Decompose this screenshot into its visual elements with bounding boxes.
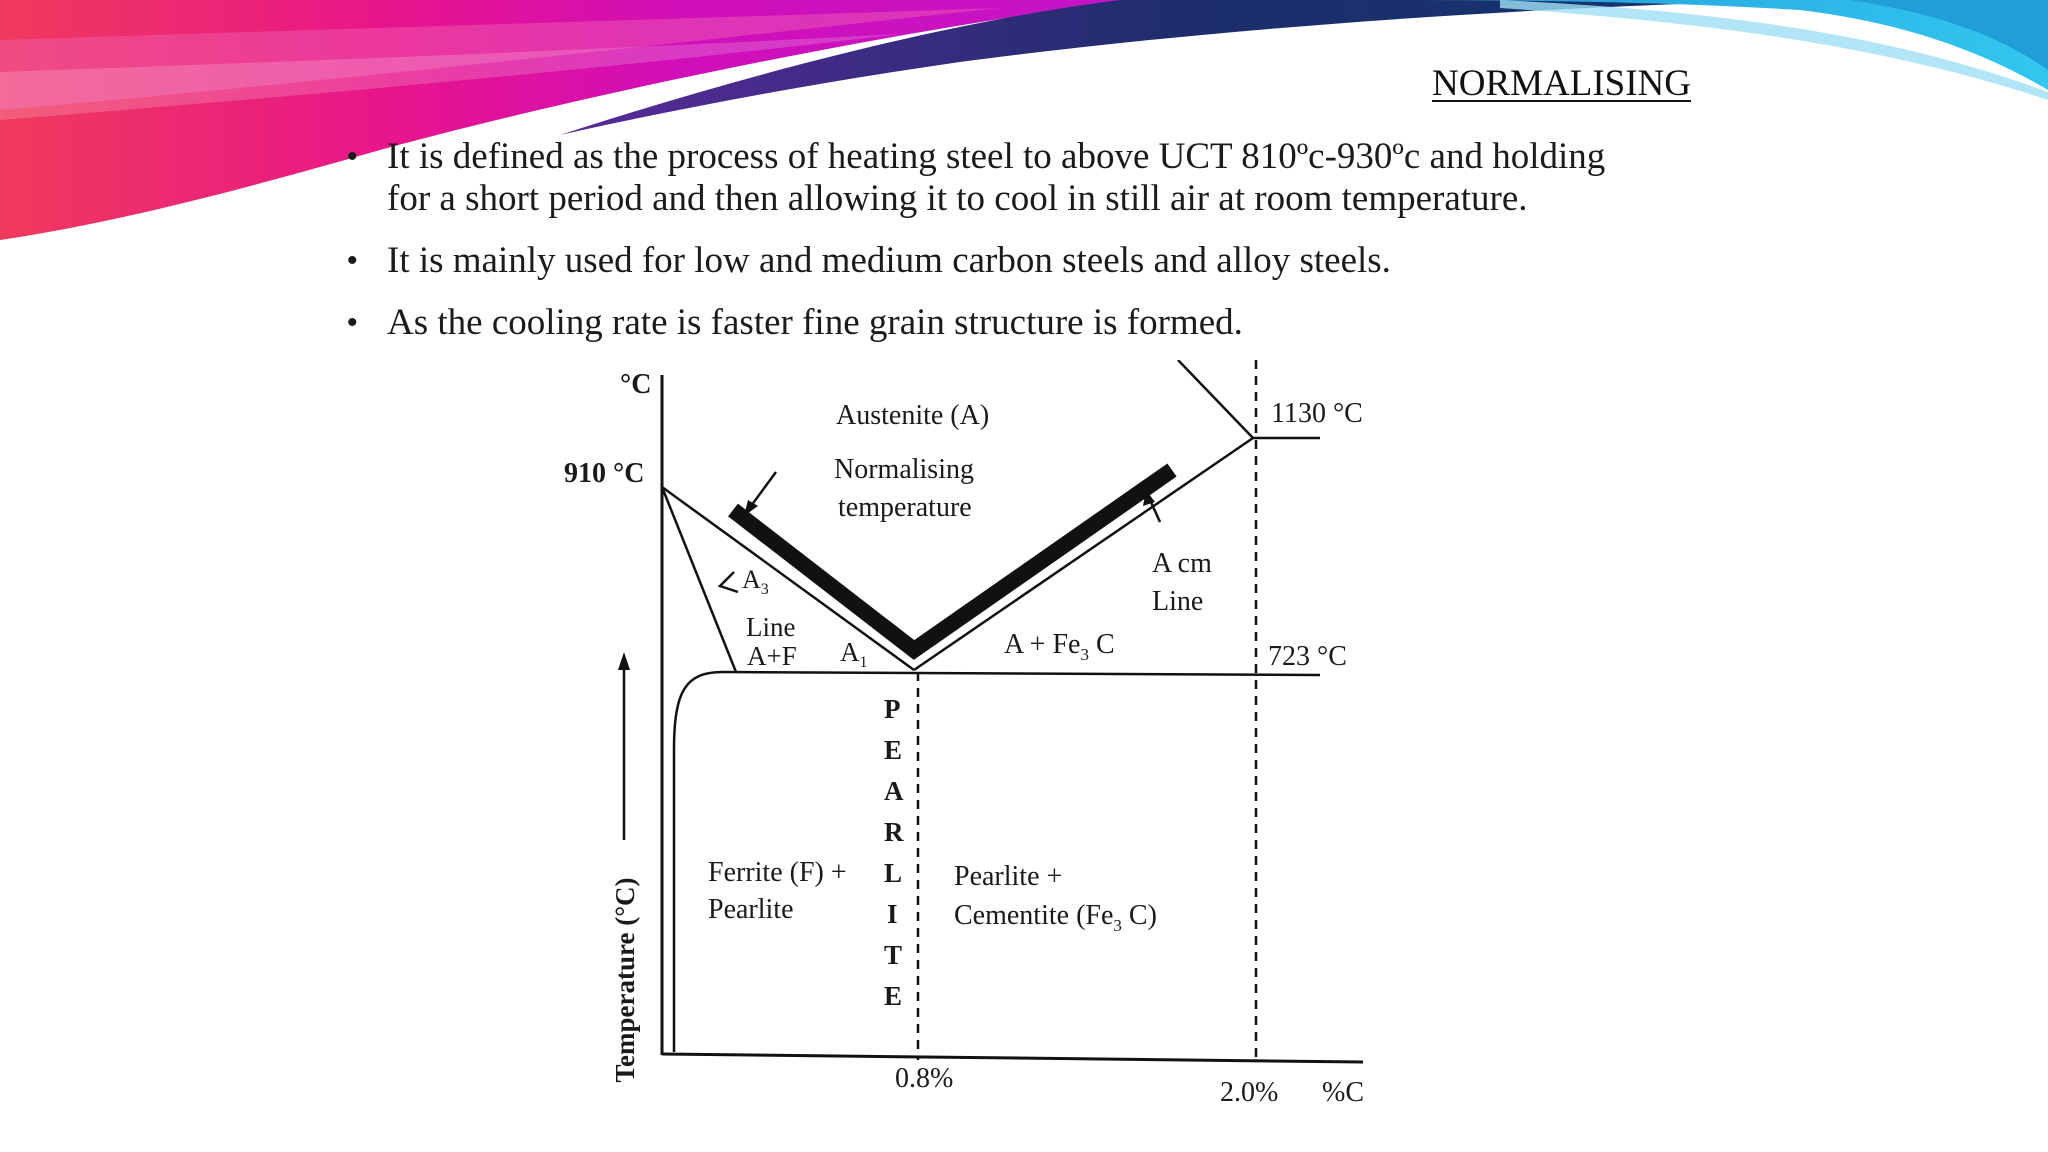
a-plus-f-label: A+F bbox=[747, 641, 797, 671]
cementite-label-2: Cementite ($Fe_3$ C) bbox=[954, 900, 1157, 935]
pearlite-letter: R bbox=[884, 817, 904, 847]
temp-723-label: 723 °C bbox=[1268, 641, 1347, 672]
carbon-20-label: 2.0% bbox=[1220, 1077, 1279, 1108]
bullet-list bbox=[340, 136, 1720, 364]
x-unit-label: %C bbox=[1322, 1077, 1364, 1108]
temp-1130-label: 1130 °C bbox=[1271, 398, 1363, 429]
pearlite-letter: T bbox=[884, 940, 903, 970]
ferrite-label-2: Pearlite bbox=[708, 894, 794, 925]
carbon-08-label: 0.8% bbox=[895, 1063, 954, 1094]
bullet-dot: • bbox=[347, 140, 358, 173]
a3-pointer bbox=[720, 572, 738, 592]
x-axis bbox=[662, 1054, 1363, 1062]
y-axis-label-arrowhead bbox=[618, 652, 630, 670]
pearlite-letter: L bbox=[884, 858, 903, 888]
bullet-dot: • bbox=[347, 244, 358, 277]
bullet-text: As the cooling rate is faster fine grain structure is formed. bbox=[387, 302, 1243, 343]
normalising-label-2: temperature bbox=[838, 492, 972, 523]
a3-label: $A_3$ bbox=[742, 565, 769, 598]
normalising-label-1: Normalising bbox=[834, 454, 974, 485]
bullet-item bbox=[340, 240, 1720, 282]
iron-carbon-diagram bbox=[438, 360, 1430, 1108]
bullet-dot: • bbox=[347, 306, 358, 339]
pearlite-letter: E bbox=[884, 981, 903, 1011]
normalising-arrowhead bbox=[744, 500, 758, 516]
y-unit-label: °C bbox=[620, 369, 652, 400]
a3-line-word: Line bbox=[746, 612, 796, 642]
austenite-label: Austenite (A) bbox=[836, 400, 990, 431]
y-axis-label: Temperature (°C) bbox=[610, 877, 640, 1083]
normalising-arrow bbox=[751, 472, 776, 506]
acm-label-1: A cm bbox=[1152, 548, 1212, 579]
slide-title: NORMALISING bbox=[1432, 63, 1691, 104]
temp-910-label: 910 °C bbox=[564, 458, 645, 489]
ferrite-label-1: Ferrite (F) + bbox=[708, 857, 847, 888]
bullet-text: It is mainly used for low and medium carbon steels and alloy steels. bbox=[387, 240, 1391, 281]
pearlite-letters bbox=[884, 694, 904, 1011]
bullet-text: It is defined as the process of heating steel to above UCT 810ºc-930ºc and holding bbox=[387, 136, 1606, 177]
liquidus-line bbox=[1178, 360, 1253, 438]
a-fe3c-label: $A + Fe_3$ C bbox=[1004, 629, 1115, 664]
eutectoid-line bbox=[723, 672, 1320, 675]
pearlite-letter: E bbox=[884, 735, 903, 765]
cementite-label-1: Pearlite + bbox=[954, 861, 1063, 892]
pearlite-letter: P bbox=[884, 694, 901, 724]
bullet-item bbox=[340, 136, 1720, 220]
pearlite-letter: I bbox=[887, 899, 898, 929]
pearlite-letter: A bbox=[884, 776, 904, 806]
acm-label-2: Line bbox=[1152, 586, 1204, 617]
bullet-item bbox=[340, 302, 1720, 344]
bullet-text: for a short period and then allowing it to cool in still air at room temperature. bbox=[387, 178, 1528, 219]
a1-label: $A_1$ bbox=[840, 637, 868, 671]
